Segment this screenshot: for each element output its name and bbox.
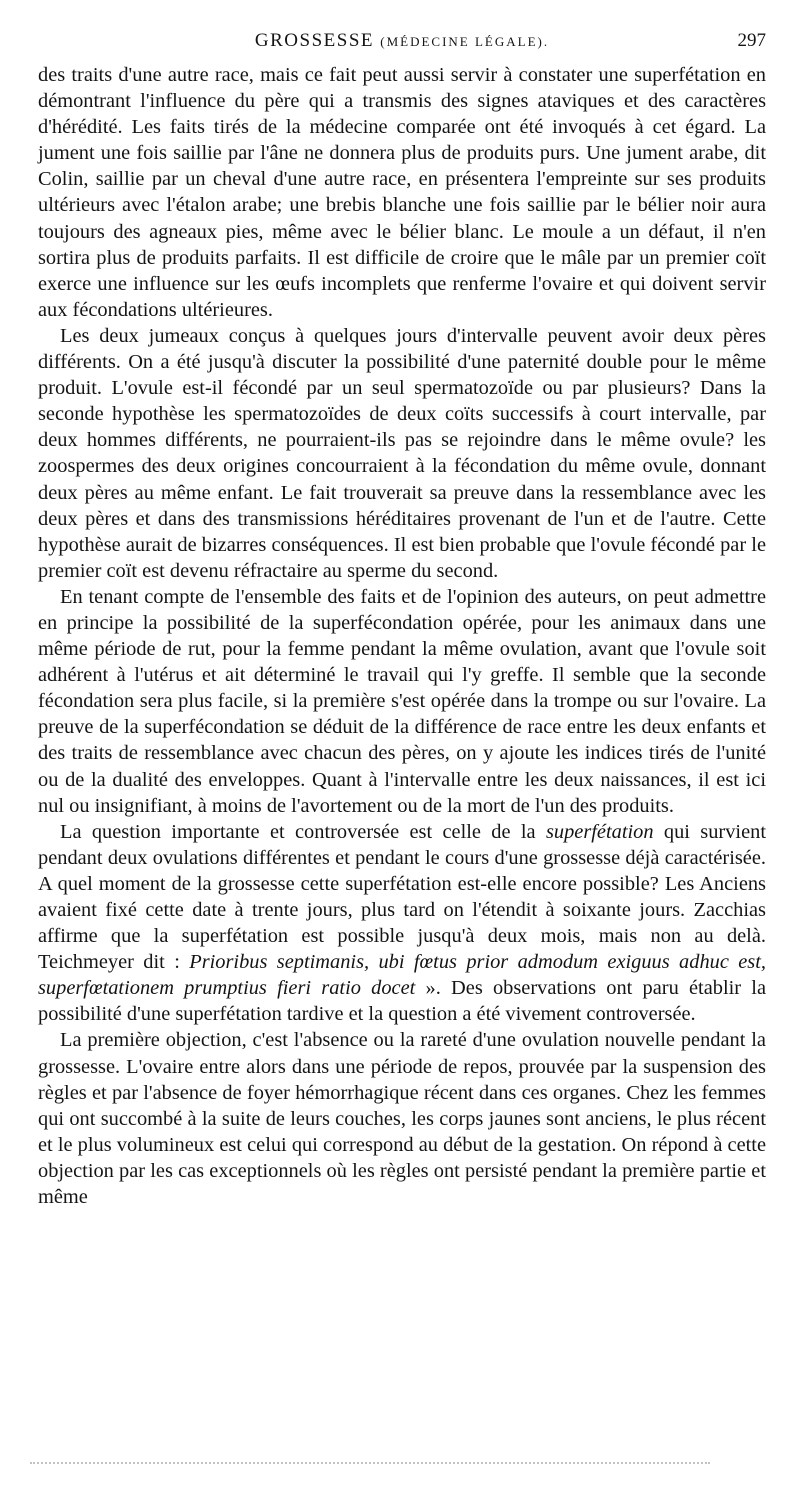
paragraph-4 xyxy=(38,819,766,1028)
paragraph-3 xyxy=(38,584,766,819)
paragraph-text: des traits d'une autre race, mais ce fait peut aussi servir à constater une superfétation en démontrant l'influence du père qui a transmis des signes ataviques et des caractères d'hérédité. Les faits tirés de la médecine comparée ont été invoqués à cet égard. La jument une fois saillie par l'âne ne donnera plus de produits purs. Une jument arabe, dit Colin, saillie par un cheval d'une autre race, en présentera l'empreinte sur ses produits ultérieurs avec l'étalon arabe; une brebis blanche une fois saillie par le bélier noir aura toujours des agneaux pies, même avec le bélier blanc. Le moule a un défaut, il n'en sortira plus de produits parfaits. Il est difficile de croire que le mâle par un premier coït exerce une influence sur les œufs incomplets que renferme l'ovaire et qui doivent servir aux fécondations ultérieures. xyxy=(38,64,766,321)
paragraph-text: qui survient pendant deux ovulations différentes et pendant le cours d'une grossesse déjà caractérisée. A quel moment de la grossesse cette superfétation est-elle encore possible? Les Anciens avaient fixé cette date à trente jours, plus tard on l'étendit à soixante jours. Zacchias affirme que la superfétation est possible jusqu'à deux mois, mais non au delà. Teichmeyer dit : xyxy=(38,820,766,974)
paragraph-text: Les deux jumeaux conçus à quelques jours d'intervalle peuvent avoir deux pères différents. On a été jusqu'à discuter la possibilité d'une paternité double pour le même produit. L'ovule est-il fécondé par un seul spermatozoïde ou par plusieurs? Dans la seconde hypothèse les spermatozoïdes de deux coïts successifs à court intervalle, par deux hommes différents, ne pourraient-ils pas se rejoindre dans le même ovule? les zoospermes des deux origines concourraient à la fécondation du même ovule, donnant deux pères au même enfant. Le fait trouverait sa preuve dans la ressemblance avec les deux pères et dans des transmissions héréditaires provenant de l'un et de l'autre. Cette hypothèse aurait de bizarres conséquences. Il est bien probable que l'ovule fécondé par le premier coït est devenu réfractaire au sperme du second. xyxy=(38,324,766,582)
paragraph-1 xyxy=(38,62,766,323)
body-text xyxy=(38,62,766,1210)
paragraph-text: ». Des observations ont paru établir la possibilité d'une superfétation tardive et la question a été vivement controversée. xyxy=(38,977,766,1026)
running-title xyxy=(38,30,766,52)
page-number: 297 xyxy=(737,30,766,51)
paragraph-text: La question importante et controversée est celle de la xyxy=(60,820,546,843)
paragraph-5 xyxy=(38,1027,766,1210)
latin-quotation: Prioribus septimanis, ubi fœtus prior admodum exiguus adhuc est, superfœtationem prumptius fieri ratio docet xyxy=(38,951,766,1000)
footer-dotted-rule xyxy=(30,1462,710,1464)
running-head xyxy=(38,30,766,54)
running-title-main: GROSSESSE xyxy=(254,30,374,51)
paragraph-text: La première objection, c'est l'absence ou la rareté d'une ovulation nouvelle pendant la grossesse. L'ovaire entre alors dans une période de repos, prouvée par la suspension des règles et par l'absence de foyer hémorrhagique récent dans ces organes. Chez les femmes qui ont succombé à la suite de leurs couches, les corps jaunes sont anciens, le plus récent et le plus volumineux est celui qui correspond au début de la gestation. On répond à cette objection par les cas exceptionnels où les règles ont persisté pendant la première partie et même xyxy=(38,1029,766,1209)
paragraph-2 xyxy=(38,323,766,584)
paragraph-text: En tenant compte de l'ensemble des faits et de l'opinion des auteurs, on peut admettre en principe la possibilité de la superfécondation opérée, pour les animaux dans une même période de rut, pour la femme pendant la même ovulation, avant que l'ovule soit adhérent à l'utérus et ait déterminé le travail qui l'y greffe. Il semble que la seconde fécondation sera plus facile, si la première s'est opérée dans la trompe ou sur l'ovaire. La preuve de la superfécondation se déduit de la différence de race entre les deux enfants et des traits de ressemblance avec chacun des pères, on y ajoute les indices tirés de l'unité ou de la dualité des enveloppes. Quant à l'intervalle entre les deux naissances, il est ici nul ou insignifiant, à moins de l'avortement ou de la mort de l'un des produits. xyxy=(38,585,766,817)
italic-term: superfétation xyxy=(545,820,654,843)
running-title-sub: (MÉDECINE LÉGALE). xyxy=(380,34,550,49)
